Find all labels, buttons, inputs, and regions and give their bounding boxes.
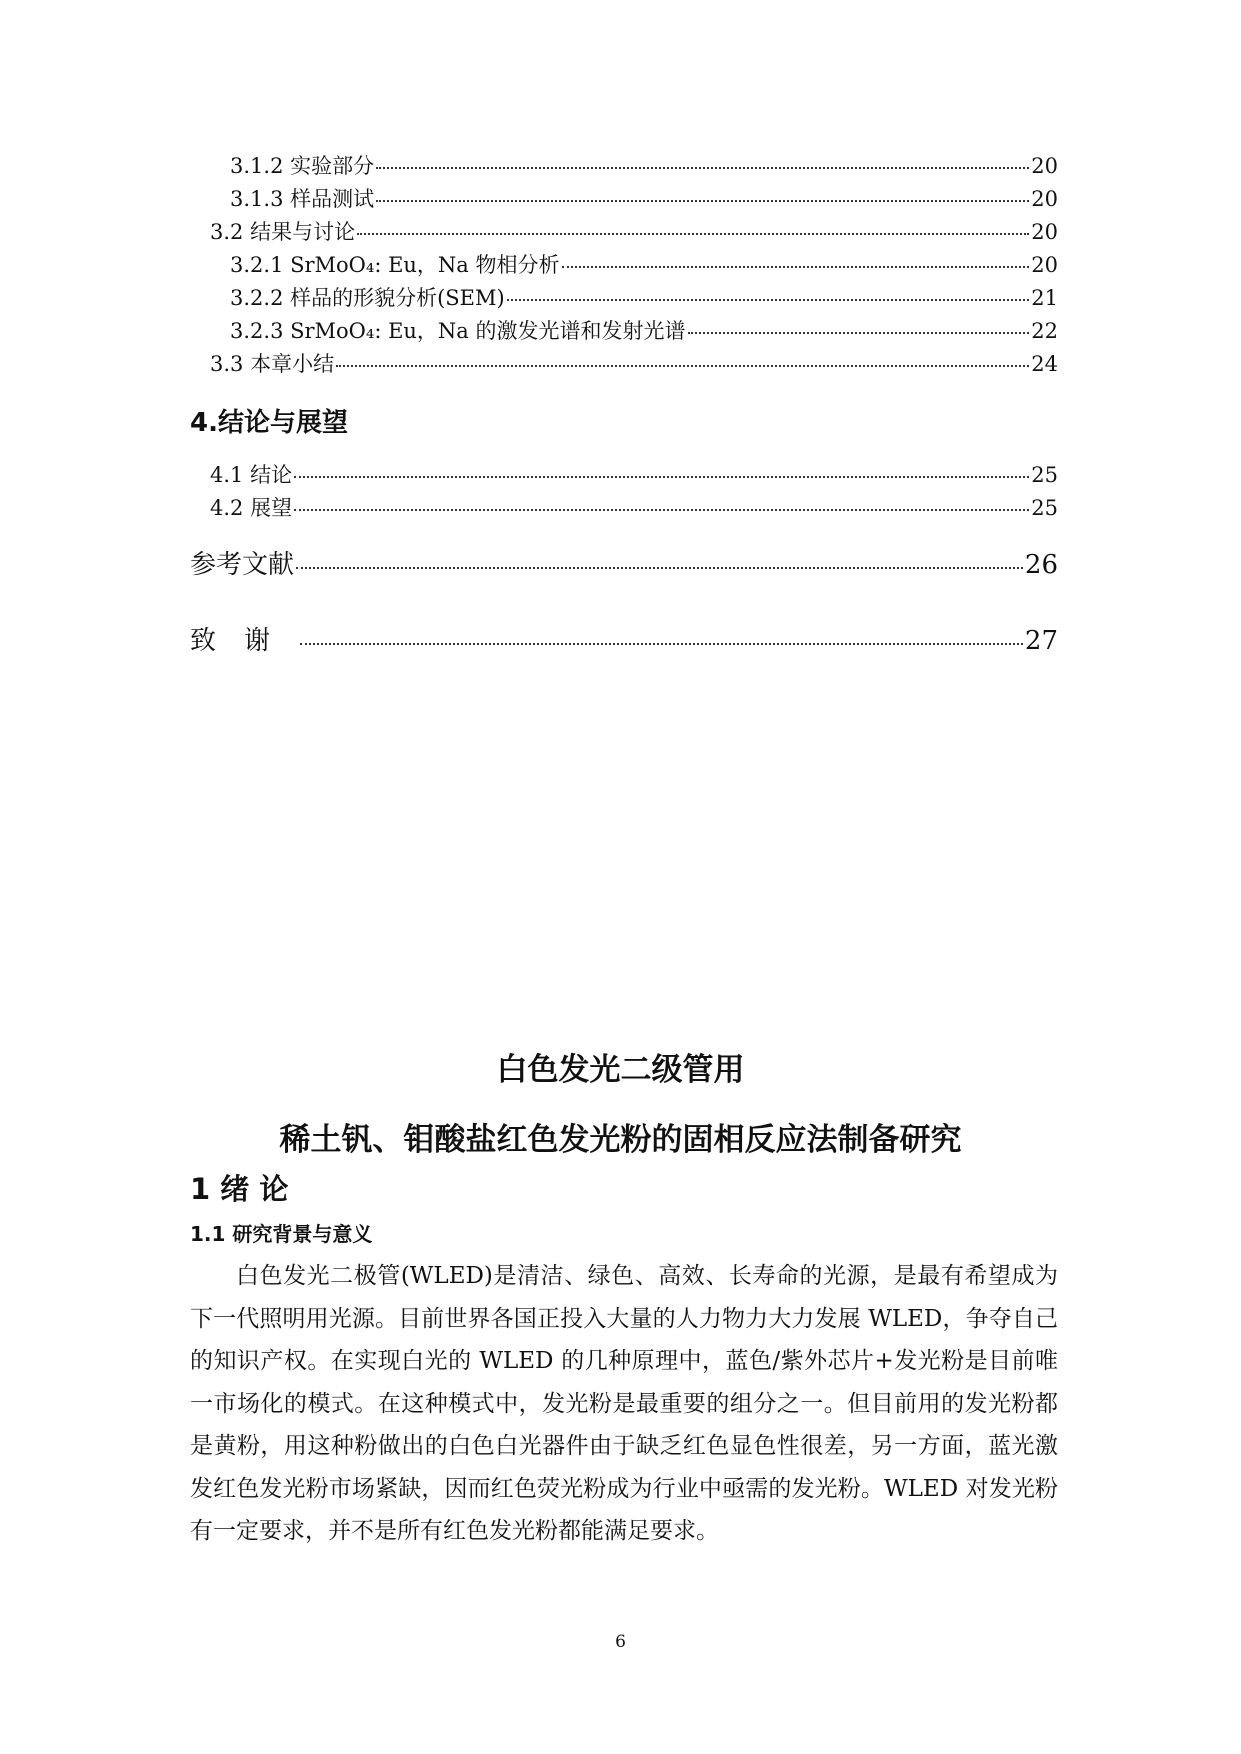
chapter-heading: 1 绪 论 [190,1172,289,1206]
toc-entry-page: 25 [1031,463,1058,487]
toc-entry[interactable] [190,150,1058,183]
toc-entry[interactable] [190,492,1058,525]
toc-entry-label: 3.1.2 实验部分 [230,154,375,178]
toc-entry-label: 4.2 展望 [210,496,293,520]
thesis-title-line-1: 白色发光二级管用 [496,1052,745,1088]
toc-entry-label: 3.2.2 样品的形貌分析(SEM) [230,286,505,310]
toc-entry-label: 3.3 本章小结 [210,352,335,376]
toc-entry-label: 4.1 结论 [210,463,293,487]
toc-leader [688,332,1030,334]
toc-entry-page: 26 [1024,550,1058,580]
toc-entry-acknowledgement[interactable] [190,621,1058,661]
toc-leader [296,567,1023,569]
toc-entry-page: 20 [1031,154,1058,178]
toc-entry-page: 27 [1024,626,1058,656]
body-paragraph: 白色发光二极管(WLED)是清洁、绿色、高效、长寿命的光源，是最有希望成为下一代照明用光源。目前世界各国正投入大量的人力物力大力发展 WLED，争夺自己的知识产权。在实现白光的 WLED 的几种原理中，蓝色/紫外芯片+发光粉是目前唯一市场化的模式。在这种模式中，发光粉是最重要的组分之一。但目前用的发光粉都是黄粉，用这种粉做出的白色白光器件由于缺乏红色显色性很差，另一方面，蓝光激发红色发光粉市场紧缺，因而红色荧光粉成为行业中亟需的发光粉。WLED 对发光粉有一定要求，并不是所有红色发光粉都能满足要求。 [190,1263,1058,1544]
toc-entry-label: 3.1.3 样品测试 [230,187,375,211]
toc-leader [507,299,1030,301]
section-heading: 1.1 研究背景与意义 [190,1222,373,1246]
toc-entry-page: 20 [1031,220,1058,244]
toc-leader [357,233,1029,235]
toc-leader [376,167,1029,169]
toc-entry-page: 20 [1031,187,1058,211]
toc-entry-label: 致谢 [190,626,299,656]
thesis-title [0,1035,1241,1175]
toc-leader [376,200,1029,202]
toc-entry-page: 25 [1031,496,1058,520]
toc-entry-label: 3.2.3 SrMoO₄: Eu，Na 的激发光谱和发射光谱 [230,319,686,343]
toc-entry[interactable] [190,282,1058,315]
toc-entry-label: 3.2.1 SrMoO₄: Eu，Na 物相分析 [230,253,560,277]
toc-leader [294,476,1029,478]
toc-entry[interactable] [190,183,1058,216]
page-number: 6 [615,1632,626,1652]
toc-entry-page: 24 [1031,352,1058,376]
toc-entry-page: 20 [1031,253,1058,277]
toc-leader [336,365,1029,367]
table-of-contents [190,150,1058,661]
toc-chapter-heading[interactable]: 4.结论与展望 [190,408,348,438]
toc-entry-page: 21 [1031,286,1058,310]
toc-entry-references[interactable] [190,545,1058,585]
toc-leader [562,266,1030,268]
toc-entry[interactable] [190,459,1058,492]
toc-entry[interactable] [190,348,1058,381]
toc-entry-page: 22 [1031,319,1058,343]
thesis-title-line-2: 稀土钒、钼酸盐红色发光粉的固相反应法制备研究 [279,1122,962,1158]
toc-leader [300,643,1023,645]
toc-entry-label: 3.2 结果与讨论 [210,220,356,244]
toc-entry-label: 参考文献 [190,550,295,580]
toc-entry[interactable] [190,249,1058,282]
toc-entry[interactable] [190,216,1058,249]
toc-entry[interactable] [190,315,1058,348]
body-content [190,1165,1058,1553]
toc-leader [294,509,1029,511]
